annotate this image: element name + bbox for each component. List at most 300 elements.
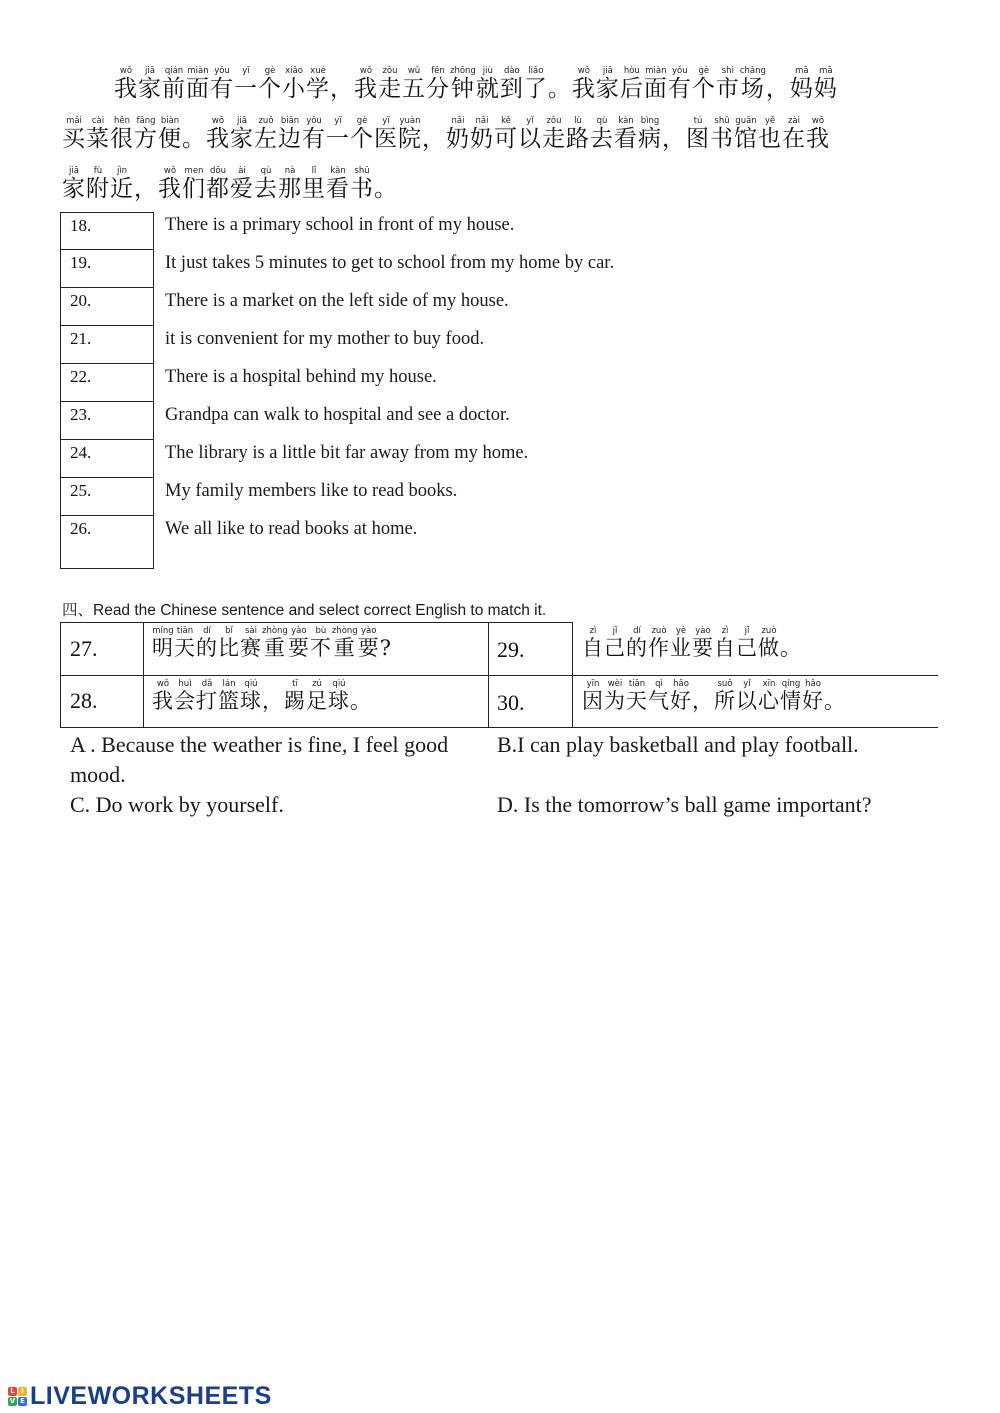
logo-tile: E (18, 1397, 27, 1406)
hanzi-with-pinyin: 场chǎng (739, 66, 766, 102)
hanzi-with-pinyin: ， (134, 176, 158, 202)
hanzi-with-pinyin: 赛sài (240, 626, 262, 660)
statement-text: The library is a little bit far away from my home. (165, 443, 529, 463)
hanzi-with-pinyin: 自zì (714, 626, 736, 660)
hanzi-with-pinyin: 到dào (499, 66, 524, 102)
hanzi-with-pinyin: 家jiā (595, 66, 620, 102)
pinyin: bù (309, 626, 332, 636)
hanzi-with-pinyin: 在zài (782, 116, 806, 152)
option-c: C. Do work by yourself. (70, 792, 284, 817)
pinyin: jǐ (604, 626, 626, 636)
hanzi-with-pinyin: 要yào (692, 626, 714, 660)
question-number: 28. (70, 688, 98, 713)
pinyin: bǐ (218, 626, 240, 636)
pinyin: qián (162, 66, 186, 76)
pinyin: wǒ (206, 116, 230, 126)
hanzi-with-pinyin: ， (765, 76, 790, 102)
hanzi-with-pinyin: 有yǒu (302, 116, 326, 152)
pinyin: dí (626, 626, 648, 636)
pinyin: tī (284, 679, 306, 689)
answer-box-29[interactable] (488, 622, 573, 676)
question-number: 19. (70, 253, 92, 272)
pinyin: jiù (475, 66, 500, 76)
hanzi-with-pinyin: 要yào (357, 626, 380, 660)
question-number: 30. (497, 690, 525, 715)
matching-grid (60, 622, 940, 728)
pinyin: yě (758, 116, 782, 126)
pinyin: yǒu (667, 66, 692, 76)
question-number: 29. (497, 637, 525, 662)
pinyin: kàn (326, 166, 350, 176)
pinyin: yào (357, 626, 380, 636)
pinyin: dào (499, 66, 524, 76)
hanzi-with-pinyin: 也yě (758, 116, 782, 152)
option-a-line-1: A . Because the weather is fine, I feel good (70, 732, 449, 757)
pinyin: xué (306, 66, 330, 76)
pinyin: miàn (643, 66, 668, 76)
statement-text: There is a market on the left side of my house. (165, 291, 509, 311)
pinyin: ài (230, 166, 254, 176)
pinyin: nà (278, 166, 302, 176)
pinyin: suǒ (714, 679, 736, 689)
answer-box-24[interactable] (60, 440, 154, 478)
chinese-sentence-29 (582, 626, 802, 662)
hanzi-with-pinyin: 里lǐ (302, 166, 326, 202)
answer-box-22[interactable] (60, 364, 154, 402)
hanzi-with-pinyin: 我wǒ (571, 66, 596, 102)
hanzi-with-pinyin: 奶nǎi (446, 116, 470, 152)
hanzi-with-pinyin: 我wǒ (206, 116, 230, 152)
pinyin: zǒu (542, 116, 566, 126)
answer-input-18[interactable] (69, 231, 153, 249)
pinyin: liǎo (523, 66, 548, 76)
pinyin: yào (692, 626, 714, 636)
answer-box-30[interactable] (488, 675, 573, 728)
pinyin: chǎng (739, 66, 766, 76)
hanzi-with-pinyin: 附fù (86, 166, 110, 202)
hanzi-with-pinyin: 钟zhōng (450, 66, 476, 102)
hanzi-with-pinyin: 自zì (582, 626, 604, 660)
passage-line-3 (62, 166, 398, 210)
pinyin: dōu (206, 166, 230, 176)
question-number: 20. (70, 291, 92, 310)
pinyin: dí (196, 626, 218, 636)
pinyin: shū (350, 166, 374, 176)
pinyin: gè (691, 66, 716, 76)
hanzi-with-pinyin: 。 (780, 636, 802, 660)
answer-box-25[interactable] (60, 478, 154, 516)
pinyin: wǒ (354, 66, 378, 76)
pinyin: shì (715, 66, 740, 76)
question-number: 26. (70, 519, 92, 538)
hanzi-with-pinyin: 踢tī (284, 679, 306, 713)
pinyin: zuò (758, 626, 780, 636)
chinese-sentence-27 (152, 626, 392, 662)
statement-text: Grandpa can walk to hospital and see a doctor. (165, 405, 510, 425)
pinyin: lán (218, 679, 240, 689)
hanzi-with-pinyin: 的dí (196, 626, 218, 660)
pinyin: nǎi (470, 116, 494, 126)
question-number: 22. (70, 367, 92, 386)
pinyin: mā (813, 66, 838, 76)
pinyin: yī (326, 116, 350, 126)
pinyin: xīn (758, 679, 780, 689)
hanzi-with-pinyin: 所suǒ (714, 679, 736, 713)
pinyin: yī (234, 66, 258, 76)
hanzi-with-pinyin: 情qíng (780, 679, 802, 713)
hanzi-with-pinyin: 气qì (648, 679, 670, 713)
pinyin: kàn (614, 116, 638, 126)
pinyin: zǒu (378, 66, 402, 76)
pinyin: wèi (604, 679, 626, 689)
chinese-sentence-28 (152, 679, 372, 715)
hanzi-with-pinyin: 就jiù (475, 66, 500, 102)
logo-tile: V (9, 1396, 16, 1405)
hanzi-with-pinyin: 比bǐ (218, 626, 240, 660)
hanzi-with-pinyin: 便biàn (158, 116, 182, 152)
pinyin: qì (648, 679, 670, 689)
hanzi-with-pinyin: 球qiú (240, 679, 262, 713)
pinyin: zuǒ (254, 116, 278, 126)
hanzi-with-pinyin: 重zhòng (331, 626, 358, 660)
table-row (60, 440, 940, 478)
table-row (60, 250, 940, 288)
statement-text: There is a primary school in front of my house. (165, 215, 515, 235)
hanzi-with-pinyin: 买mǎi (62, 116, 86, 152)
hanzi-with-pinyin: 医yī (374, 116, 398, 152)
pinyin: tú (686, 116, 710, 126)
hanzi-with-pinyin: 都dōu (206, 166, 230, 202)
hanzi-with-pinyin: 个gè (350, 116, 374, 152)
table-rule (572, 727, 938, 728)
answer-box-23[interactable] (60, 402, 154, 440)
logo-tile: I (18, 1387, 27, 1396)
pinyin: zuò (648, 626, 670, 636)
pinyin: yào (287, 626, 310, 636)
hanzi-with-pinyin: 那nà (278, 166, 302, 202)
hanzi-with-pinyin: 面miàn (643, 66, 668, 102)
pinyin: yǐ (518, 116, 542, 126)
hanzi-with-pinyin: 我wǒ (114, 66, 138, 102)
hanzi-with-pinyin: 因yīn (582, 679, 604, 713)
hanzi-with-pinyin: 菜cài (86, 116, 110, 152)
pinyin: jiā (595, 66, 620, 76)
hanzi-with-pinyin: 们men (182, 166, 206, 202)
hanzi-with-pinyin: ? (379, 636, 392, 660)
hanzi-with-pinyin: 有yǒu (667, 66, 692, 102)
pinyin: lù (566, 116, 590, 126)
pinyin: miàn (186, 66, 210, 76)
hanzi-with-pinyin: 为wèi (604, 679, 626, 713)
hanzi-with-pinyin: 家jiā (62, 166, 86, 202)
pinyin: qù (254, 166, 278, 176)
hanzi-with-pinyin: 前qián (162, 66, 186, 102)
hanzi-with-pinyin: 妈mā (813, 66, 838, 102)
pinyin: kě (494, 116, 518, 126)
answer-box-26[interactable] (60, 516, 154, 569)
hanzi-with-pinyin: 近jìn (110, 166, 134, 202)
statement-text: There is a hospital behind my house. (165, 367, 437, 387)
pinyin: jiā (138, 66, 162, 76)
section-4-heading: 四、Read the Chinese sentence and select correct English to match it. (62, 602, 547, 619)
hanzi-with-pinyin: 个gè (258, 66, 282, 102)
table-rule (572, 675, 938, 676)
hanzi-with-pinyin: ， (330, 76, 354, 102)
question-number: 21. (70, 329, 92, 348)
pinyin: lǐ (302, 166, 326, 176)
hanzi-with-pinyin: 家jiā (138, 66, 162, 102)
question-number: 18. (70, 216, 92, 235)
answer-box-20[interactable] (60, 288, 154, 326)
option-d: D. Is the tomorrow’s ball game important? (497, 792, 872, 817)
pinyin: yuàn (398, 116, 422, 126)
pinyin: sài (240, 626, 262, 636)
hanzi-with-pinyin: 重zhòng (262, 626, 288, 660)
table-row (60, 478, 940, 516)
pinyin: jìn (110, 166, 134, 176)
pinyin: qiú (328, 679, 350, 689)
hanzi-with-pinyin: 。 (374, 176, 398, 202)
pinyin: yǒu (210, 66, 234, 76)
pinyin: jiā (62, 166, 86, 176)
hanzi-with-pinyin: 五wǔ (402, 66, 426, 102)
option-a-line-2: mood. (70, 762, 126, 787)
hanzi-with-pinyin: 一yī (326, 116, 350, 152)
pinyin: gè (258, 66, 282, 76)
pinyin: zhòng (331, 626, 358, 636)
pinyin: yè (670, 626, 692, 636)
answer-box-21[interactable] (60, 326, 154, 364)
answer-input-23[interactable] (69, 420, 153, 438)
table-row (60, 212, 940, 250)
pinyin: qù (590, 116, 614, 126)
pinyin: bìng (638, 116, 662, 126)
answer-input-24[interactable] (69, 458, 153, 476)
table-row (60, 326, 940, 364)
pinyin: fāng (134, 116, 158, 126)
pinyin: zhōng (450, 66, 476, 76)
hanzi-with-pinyin: 院yuàn (398, 116, 422, 152)
pinyin: gè (350, 116, 374, 126)
statement-text: We all like to read books at home. (165, 519, 418, 539)
pinyin: wǒ (114, 66, 138, 76)
pinyin: yīn (582, 679, 604, 689)
pinyin: hǎo (670, 679, 692, 689)
answer-box-28[interactable] (60, 675, 144, 728)
hanzi-with-pinyin: 馆guǎn (734, 116, 758, 152)
pinyin: zài (782, 116, 806, 126)
hanzi-with-pinyin: 一yī (234, 66, 258, 102)
pinyin: zhòng (262, 626, 288, 636)
question-number: 25. (70, 481, 92, 500)
hanzi-with-pinyin: 左zuǒ (254, 116, 278, 152)
hanzi-with-pinyin: 了liǎo (523, 66, 548, 102)
hanzi-with-pinyin: 家jiā (230, 116, 254, 152)
pinyin: zú (306, 679, 328, 689)
pinyin: hòu (619, 66, 644, 76)
hanzi-with-pinyin: ， (262, 689, 284, 713)
pinyin: guǎn (734, 116, 758, 126)
pinyin: jǐ (736, 626, 758, 636)
pinyin: yǒu (302, 116, 326, 126)
pinyin: wǒ (158, 166, 182, 176)
hanzi-with-pinyin: 我wǒ (354, 66, 378, 102)
pinyin: zì (582, 626, 604, 636)
answer-input-21[interactable] (69, 344, 153, 362)
pinyin: nǎi (446, 116, 470, 126)
hanzi-with-pinyin: 走zǒu (378, 66, 402, 102)
hanzi-with-pinyin: 好hǎo (802, 679, 824, 713)
pinyin: huì (174, 679, 196, 689)
hanzi-with-pinyin: 打dǎ (196, 679, 218, 713)
hanzi-with-pinyin: 方fāng (134, 116, 158, 152)
hanzi-with-pinyin: 篮lán (218, 679, 240, 713)
hanzi-with-pinyin: 学xué (306, 66, 330, 102)
pinyin: tiān (626, 679, 648, 689)
hanzi-with-pinyin: 做zuò (758, 626, 780, 660)
pinyin: yī (374, 116, 398, 126)
answer-input-20[interactable] (69, 306, 153, 324)
hanzi-with-pinyin: 以yǐ (736, 679, 758, 713)
pinyin: shū (710, 116, 734, 126)
answer-box-27[interactable] (60, 622, 144, 676)
hanzi-with-pinyin: 分fēn (426, 66, 450, 102)
hanzi-with-pinyin: 我wǒ (158, 166, 182, 202)
pinyin: mā (789, 66, 814, 76)
pinyin: míng (152, 626, 174, 636)
pinyin: biàn (158, 116, 182, 126)
hanzi-with-pinyin: 球qiú (328, 679, 350, 713)
hanzi-with-pinyin: 可kě (494, 116, 518, 152)
hanzi-with-pinyin: 有yǒu (210, 66, 234, 102)
answer-box-18[interactable] (60, 212, 154, 250)
pinyin: biān (278, 116, 302, 126)
chinese-sentence-30 (582, 679, 846, 715)
pinyin: wǔ (402, 66, 426, 76)
hanzi-with-pinyin: 。 (824, 689, 846, 713)
question-number: 23. (70, 405, 92, 424)
statement-text: It just takes 5 minutes to get to school from my home by car. (165, 253, 615, 273)
question-number: 24. (70, 443, 92, 462)
hanzi-with-pinyin: ， (422, 126, 446, 152)
pinyin: hěn (110, 116, 134, 126)
hanzi-with-pinyin: 病bìng (638, 116, 662, 152)
pinyin: qiú (240, 679, 262, 689)
table-row (60, 402, 940, 440)
answer-input-25[interactable] (69, 496, 153, 514)
pinyin: tiān (174, 626, 196, 636)
answer-box-19[interactable] (60, 250, 154, 288)
hanzi-with-pinyin: 我wǒ (152, 679, 174, 713)
hanzi-with-pinyin: 妈mā (789, 66, 814, 102)
hanzi-with-pinyin: 奶nǎi (470, 116, 494, 152)
pinyin: zì (714, 626, 736, 636)
hanzi-with-pinyin: 足zú (306, 679, 328, 713)
hanzi-with-pinyin: 书shū (710, 116, 734, 152)
hanzi-with-pinyin: 好hǎo (670, 679, 692, 713)
passage-line-1 (114, 66, 838, 110)
hanzi-with-pinyin: 小xiǎo (282, 66, 306, 102)
hanzi-with-pinyin: 业yè (670, 626, 692, 660)
hanzi-with-pinyin: 书shū (350, 166, 374, 202)
hanzi-with-pinyin: 很hěn (110, 116, 134, 152)
hanzi-with-pinyin: 我wǒ (806, 116, 830, 152)
answer-input-19[interactable] (69, 268, 153, 286)
pinyin: dǎ (196, 679, 218, 689)
table-row (60, 288, 940, 326)
logo-icon (8, 1387, 27, 1406)
answer-input-26[interactable] (69, 540, 153, 558)
option-b: B.I can play basketball and play football. (497, 732, 859, 757)
hanzi-with-pinyin: 要yào (287, 626, 310, 660)
hanzi-with-pinyin: 面miàn (186, 66, 210, 102)
hanzi-with-pinyin: 看kàn (326, 166, 350, 202)
hanzi-with-pinyin: 明míng (152, 626, 174, 660)
hanzi-with-pinyin: 爱ài (230, 166, 254, 202)
pinyin: fù (86, 166, 110, 176)
hanzi-with-pinyin: 心xīn (758, 679, 780, 713)
statement-text: My family members like to read books. (165, 481, 458, 501)
pinyin: cài (86, 116, 110, 126)
pinyin: mǎi (62, 116, 86, 126)
hanzi-with-pinyin: 不bù (309, 626, 332, 660)
answer-input-22[interactable] (69, 382, 153, 400)
liveworksheets-logo[interactable] (8, 1381, 272, 1411)
hanzi-with-pinyin: 去qù (590, 116, 614, 152)
hanzi-with-pinyin: 。 (350, 689, 372, 713)
table-row (60, 364, 940, 402)
hanzi-with-pinyin: 。 (182, 126, 206, 152)
hanzi-with-pinyin: 作zuò (648, 626, 670, 660)
hanzi-with-pinyin: 以yǐ (518, 116, 542, 152)
question-number: 27. (70, 636, 98, 661)
passage-line-2 (62, 116, 830, 160)
hanzi-with-pinyin: 图tú (686, 116, 710, 152)
pinyin: men (182, 166, 206, 176)
hanzi-with-pinyin: 会huì (174, 679, 196, 713)
hanzi-with-pinyin: 的dí (626, 626, 648, 660)
logo-text: LIVEWORKSHEETS (30, 1381, 272, 1410)
hanzi-with-pinyin: 个gè (691, 66, 716, 102)
pinyin: fēn (426, 66, 450, 76)
hanzi-with-pinyin: 去qù (254, 166, 278, 202)
hanzi-with-pinyin: ， (692, 689, 714, 713)
pinyin: jiā (230, 116, 254, 126)
hanzi-with-pinyin: 己jǐ (604, 626, 626, 660)
hanzi-with-pinyin: 路lù (566, 116, 590, 152)
hanzi-with-pinyin: 边biān (278, 116, 302, 152)
statement-text: it is convenient for my mother to buy food. (165, 329, 485, 349)
pinyin: qíng (780, 679, 802, 689)
hanzi-with-pinyin: 走zǒu (542, 116, 566, 152)
pinyin: yǐ (736, 679, 758, 689)
pinyin: wǒ (571, 66, 596, 76)
pinyin: xiǎo (282, 66, 306, 76)
hanzi-with-pinyin: ， (662, 126, 686, 152)
pinyin: hǎo (802, 679, 824, 689)
pinyin: wǒ (152, 679, 174, 689)
pinyin: wǒ (806, 116, 830, 126)
hanzi-with-pinyin: 己jǐ (736, 626, 758, 660)
hanzi-with-pinyin: 。 (547, 76, 572, 102)
hanzi-with-pinyin: 天tiān (626, 679, 648, 713)
table-row (60, 516, 940, 569)
hanzi-with-pinyin: 看kàn (614, 116, 638, 152)
logo-tile: L (8, 1387, 17, 1396)
hanzi-with-pinyin: 天tiān (174, 626, 196, 660)
hanzi-with-pinyin: 市shì (715, 66, 740, 102)
hanzi-with-pinyin: 后hòu (619, 66, 644, 102)
